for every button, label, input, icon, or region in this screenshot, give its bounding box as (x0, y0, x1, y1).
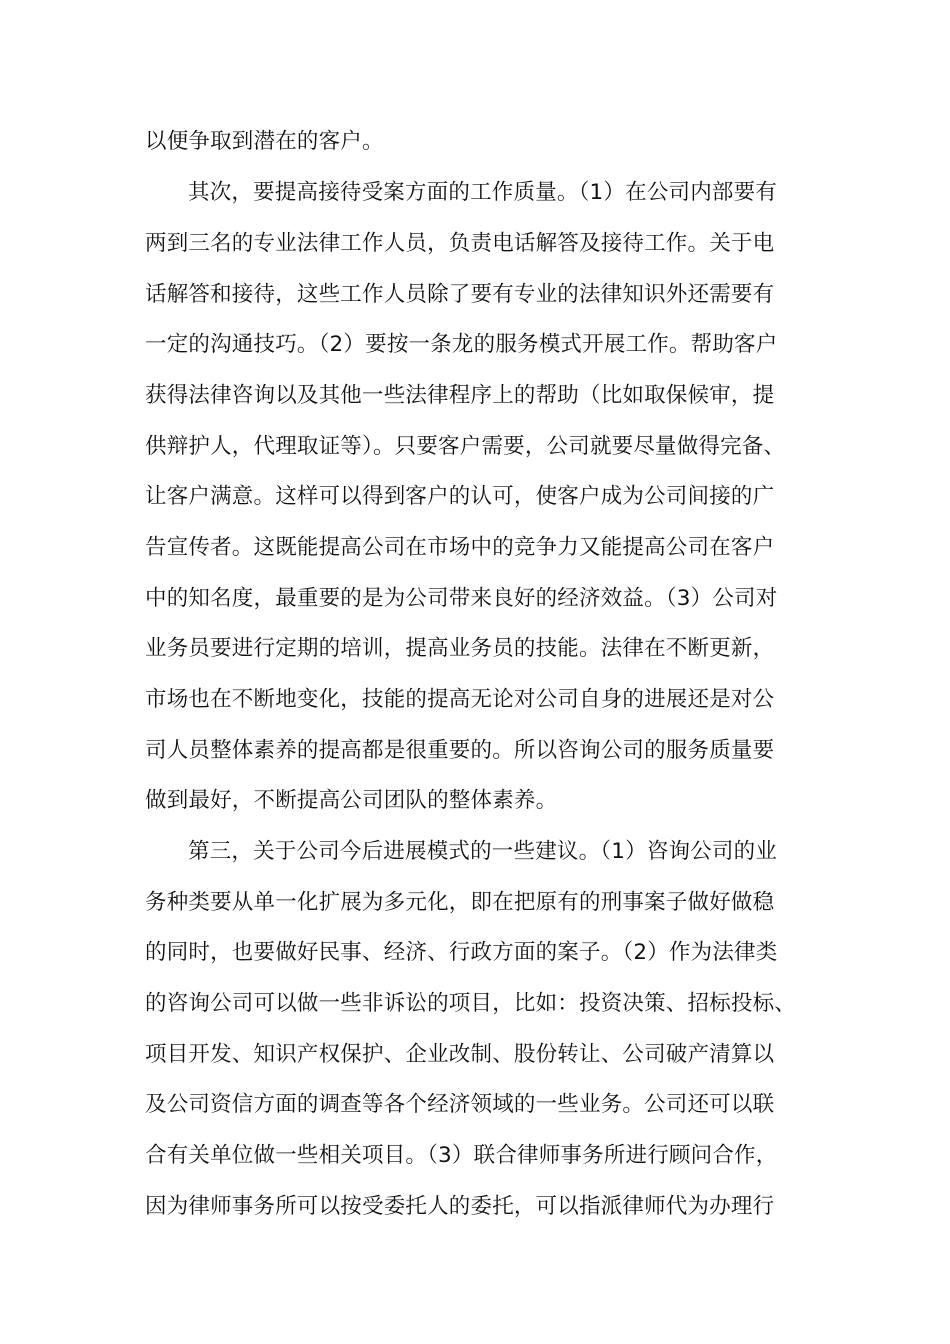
text-line: 的咨询公司可以做一些非诉讼的项目，比如：投资决策、招标投标、 (145, 991, 797, 1016)
text-line: 中的知名度，最重要的是为公司带来良好的经济效益。（3）公司对 (145, 586, 778, 611)
text-line: 司人员整体素养的提高都是很重要的。所以咨询公司的服务质量要 (145, 738, 775, 763)
text-line: 让客户满意。这样可以得到客户的认可，使客户成为公司间接的广 (145, 484, 775, 509)
text-line: 以便争取到潜在的客户。 (145, 129, 384, 154)
text-line: 告宣传者。这既能提高公司在市场中的竞争力又能提高公司在客户 (145, 535, 775, 560)
text-line: 合有关单位做一些相关项目。（3）联合律师事务所进行顾问合作， (145, 1143, 778, 1168)
text-line: 务种类要从单一化扩展为多元化，即在把原有的刑事案子做好做稳 (145, 890, 775, 915)
text-line: 及公司资信方面的调查等各个经济领域的一些业务。公司还可以联 (145, 1092, 775, 1117)
text-line: 因为律师事务所可以按受委托人的委托，可以指派律师代为办理行 (145, 1194, 775, 1219)
text-line: 的同时，也要做好民事、经济、行政方面的案子。（2）作为法律类 (145, 940, 778, 965)
text-line: 话解答和接待，这些工作人员除了要有专业的法律知识外还需要有 (145, 282, 775, 307)
text-line: 获得法律咨询以及其他一些法律程序上的帮助（比如取保候审，提 (145, 383, 775, 408)
paragraph-start-line: 第三，关于公司今后进展模式的一些建议。（1）咨询公司的业 (188, 839, 778, 864)
text-line: 供辩护人，代理取证等）。只要客户需要，公司就要尽量做得完备、 (145, 434, 786, 459)
text-line: 市场也在不断地变化，技能的提高无论对公司自身的进展还是对公 (145, 687, 775, 712)
text-line: 两到三名的专业法律工作人员，负责电话解答及接待工作。关于电 (145, 231, 775, 256)
text-line: 做到最好，不断提高公司团队的整体素养。 (145, 788, 558, 813)
text-line: 业务员要进行定期的培训，提高业务员的技能。法律在不断更新， (145, 636, 775, 661)
paragraph-start-line: 其次，要提高接待受案方面的工作质量。（1）在公司内部要有 (188, 180, 778, 205)
text-line: 一定的沟通技巧。（2）要按一条龙的服务模式开展工作。帮助客户 (145, 332, 778, 357)
text-line: 项目开发、知识产权保护、企业改制、股份转让、公司破产清算以 (145, 1042, 775, 1067)
